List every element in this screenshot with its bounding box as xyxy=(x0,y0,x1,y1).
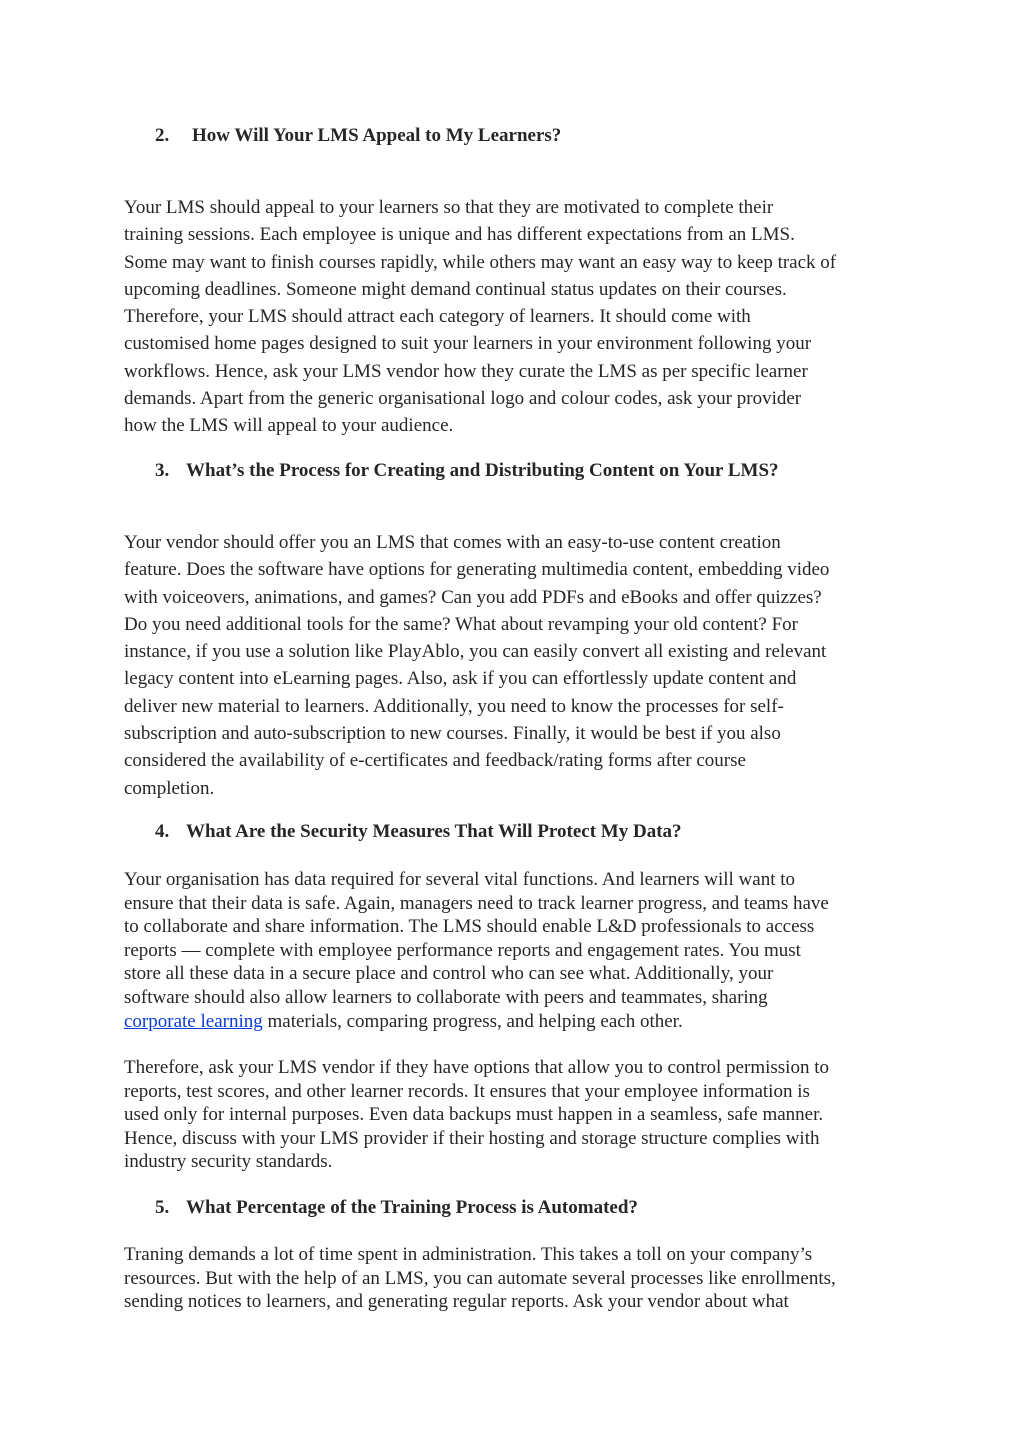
text-line-rest: materials, comparing progress, and helping each other. xyxy=(262,1010,683,1032)
text-line: instance, if you use a solution like PlayAblo, you can easily convert all existing and relevant xyxy=(124,641,827,663)
section-title: What Are the Security Measures That Will Protect My Data? xyxy=(186,821,682,842)
section-heading-3 xyxy=(155,459,779,483)
text-line: Some may want to finish courses rapidly, while others may want an easy way to keep track of xyxy=(124,251,837,273)
text-line: considered the availability of e-certificates and feedback/rating forms after course xyxy=(124,750,746,772)
text-line: Your vendor should offer you an LMS that comes with an easy-to-use content creation xyxy=(124,532,781,553)
text-line: subscription and auto-subscription to new courses. Finally, it would be best if you also xyxy=(124,723,781,745)
text-line: software should also allow learners to collaborate with peers and teammates, sharing xyxy=(124,986,768,1008)
text-line-with-link xyxy=(124,1010,914,1034)
section-number: 2. xyxy=(155,125,170,146)
text-line: feature. Does the software have options for generating multimedia content, embedding video xyxy=(124,559,830,581)
text-line: Hence, discuss with your LMS provider if their hosting and storage structure complies with xyxy=(124,1127,820,1149)
corporate-learning-link[interactable]: corporate learning xyxy=(124,1010,263,1032)
text-line: Traning demands a lot of time spent in administration. This takes a toll on your company’s xyxy=(124,1244,813,1265)
text-line: Therefore, your LMS should attract each category of learners. It should come with xyxy=(124,306,751,328)
text-line: Your LMS should appeal to your learners so that they are motivated to complete their xyxy=(124,197,774,218)
text-line: ensure that their data is safe. Again, managers need to track learner progress, and teams have xyxy=(124,892,829,914)
section-title: How Will Your LMS Appeal to My Learners? xyxy=(192,125,562,146)
section-heading-5 xyxy=(155,1196,638,1220)
text-line: demands. Apart from the generic organisational logo and colour codes, ask your provider xyxy=(124,388,802,410)
section-title: What’s the Process for Creating and Distributing Content on Your LMS? xyxy=(186,460,779,481)
text-line: industry security standards. xyxy=(124,1151,333,1173)
text-line: legacy content into eLearning pages. Also, ask if you can effortlessly update content and xyxy=(124,668,797,690)
section-4-paragraph-1 xyxy=(124,868,914,1033)
section-number: 5. xyxy=(155,1197,170,1218)
text-line: store all these data in a secure place and control who can see what. Additionally, your xyxy=(124,963,774,985)
text-line: reports, test scores, and other learner records. It ensures that your employee information is xyxy=(124,1080,810,1102)
text-line: with voiceovers, animations, and games? Can you add PDFs and eBooks and offer quizzes? xyxy=(124,586,822,608)
section-5-paragraph xyxy=(124,1243,914,1314)
text-line: sending notices to learners, and generating regular reports. Ask your vendor about what xyxy=(124,1291,789,1313)
text-line: to collaborate and share information. The LMS should enable L&D professionals to access xyxy=(124,916,815,938)
text-line: Therefore, ask your LMS vendor if they have options that allow you to control permission to xyxy=(124,1057,829,1078)
section-4-paragraph-2 xyxy=(124,1056,914,1174)
text-line: Do you need additional tools for the same? What about revamping your old content? For xyxy=(124,613,798,635)
section-2-paragraph xyxy=(124,194,914,440)
text-line: how the LMS will appeal to your audience. xyxy=(124,415,454,437)
text-line: deliver new material to learners. Additionally, you need to know the processes for self- xyxy=(124,695,784,717)
text-line: completion. xyxy=(124,777,215,799)
section-title: What Percentage of the Training Process is Automated? xyxy=(186,1197,638,1218)
section-heading-4 xyxy=(155,820,682,844)
text-line: training sessions. Each employee is unique and has different expectations from an LMS. xyxy=(124,224,795,246)
text-line: used only for internal purposes. Even data backups must happen in a seamless, safe manner. xyxy=(124,1104,824,1126)
section-heading-2 xyxy=(155,124,561,148)
section-number: 4. xyxy=(155,821,170,842)
section-number: 3. xyxy=(155,460,170,481)
text-line: resources. But with the help of an LMS, you can automate several processes like enrollments, xyxy=(124,1267,836,1289)
text-line: customised home pages designed to suit your learners in your environment following your xyxy=(124,333,812,355)
text-line: workflows. Hence, ask your LMS vendor how they curate the LMS as per specific learner xyxy=(124,360,808,382)
text-line: upcoming deadlines. Someone might demand continual status updates on their courses. xyxy=(124,278,787,300)
text-line: reports — complete with employee performance reports and engagement rates. You must xyxy=(124,939,801,961)
section-3-paragraph xyxy=(124,529,914,802)
text-line: Your organisation has data required for several vital functions. And learners will want to xyxy=(124,869,796,890)
